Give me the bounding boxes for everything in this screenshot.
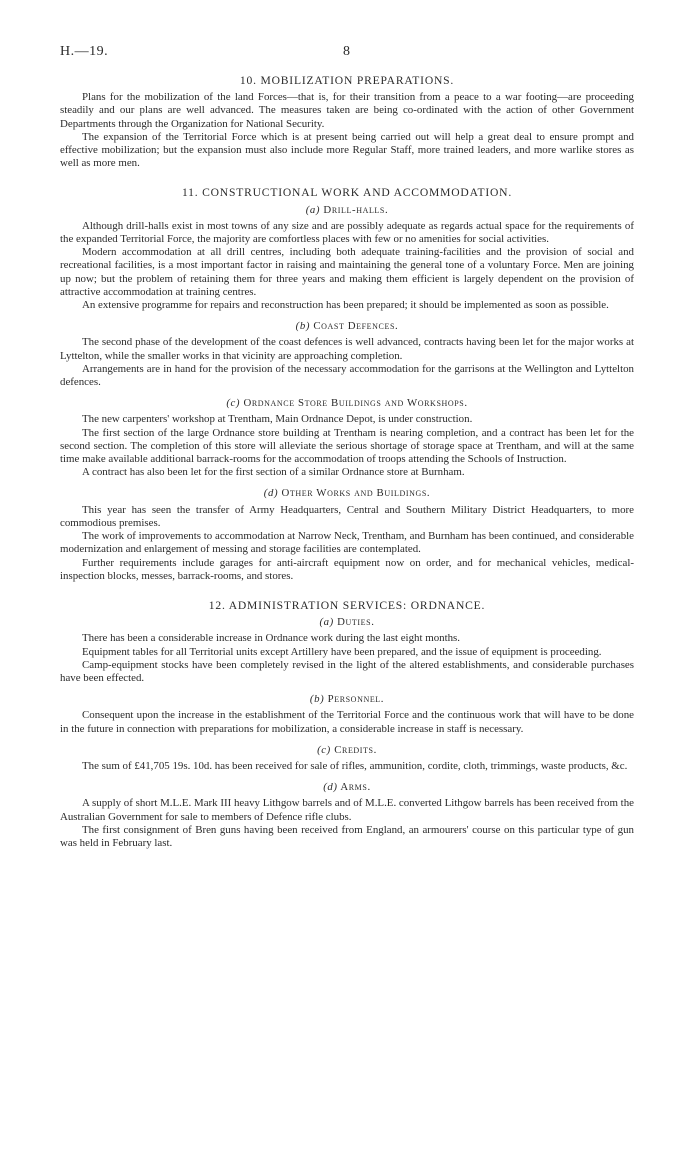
paragraph: There has been a considerable increase in Ordnance work during the last eight months. xyxy=(82,632,461,645)
page-number: 8 xyxy=(343,44,351,59)
subsection-spacer xyxy=(60,773,634,781)
subsection-title: Credits. xyxy=(334,743,377,756)
subsection-heading xyxy=(60,616,634,629)
subsection-label: (c) xyxy=(317,743,331,756)
subsection-spacer xyxy=(60,312,634,320)
subsection-spacer xyxy=(60,736,634,744)
document-body xyxy=(60,74,634,850)
section-heading: 10. MOBILIZATION PREPARATIONS. xyxy=(239,74,455,87)
paragraph: The work of improvements to accommodation at Narrow Neck, Trentham, and Burnham has been continued, and considerable modernization and enlargement of messing and storage facilities are contemplated. xyxy=(60,530,634,556)
paragraph: Camp-equipment stocks have been completely revised in the light of the altered establishments, and considerable purchases have been effected. xyxy=(60,658,634,684)
section-heading: 11. CONSTRUCTIONAL WORK AND ACCOMMODATION. xyxy=(181,186,513,200)
section-heading: 12. ADMINISTRATION SERVICES: ORDNANCE. xyxy=(208,598,486,612)
subsection-title: Personnel. xyxy=(327,693,385,706)
subsection-title: Coast Defences. xyxy=(313,320,399,333)
paragraph: Although drill-halls exist in most towns of any size and are possibly adequate as regards actual space for the requirements of the expanded Territorial Force, the majority are comfortless places with few or no amenities for social activities. xyxy=(60,219,634,246)
section xyxy=(60,74,634,170)
subsection-label: (a) xyxy=(319,616,334,629)
paragraph: A supply of short M.L.E. Mark III heavy Lithgow barrels and of M.L.E. converted Lithgow barrels has been received from the Australian Government for sale to members of Defence rifle clubs. xyxy=(60,797,634,823)
paragraph: The second phase of the development of the coast defences is well advanced, contracts having been let for the major works at Lyttelton, while the smaller works in that vicinity are approaching completion. xyxy=(60,336,634,362)
section-spacer xyxy=(60,583,634,599)
paragraph: The first section of the large Ordnance store building at Trentham is nearing completion, and a contract has been let for the second section. The completion of this store will alleviate the serious shortage of storage space at Trentham, and will at the same time make available additional barrack-rooms for the accommodation of troops attending the Schools of Instruction. xyxy=(60,426,634,466)
subsection-spacer xyxy=(60,479,634,487)
subsection-heading xyxy=(60,781,634,794)
paragraph: Modern accommodation at all drill centres, including both adequate training-facilities and the provision of social and recreational facilities, is a most important factor in raising and maintaining the general tone of a voluntary Force. Men are joining up now; but the problem of retaining them for three years and making them efficient is largely dependent on the provision of attractive accommodation at training centres. xyxy=(60,246,634,298)
paragraph: The first consignment of Bren guns having been received from England, an armourers' course on this particular type of gun was held in February last. xyxy=(60,823,634,849)
section xyxy=(60,186,634,582)
paragraph: An extensive programme for repairs and reconstruction has been prepared; it should be implemented as soon as possible. xyxy=(82,299,609,312)
paragraph: Plans for the mobilization of the land Forces—that is, for their transition from a peace to a war footing—are proceeding steadily and our plans are well advanced. The measures taken are being co-ordinated with the action of other Government Departments through the Organization for National Security. xyxy=(60,91,634,130)
paragraph: Arrangements are in hand for the provision of the necessary accommodation for the garrisons at the Wellington and Lyttelton defences. xyxy=(60,362,634,389)
subsection-heading xyxy=(60,320,634,333)
report-reference: H.—19. xyxy=(60,44,109,59)
subsection-spacer xyxy=(60,389,634,397)
paragraph: Consequent upon the increase in the establishment of the Territorial Force and the continuous work that will have to be done in the future in connection with preparations for mobilization, a considerable increase in staff is necessary. xyxy=(60,709,634,735)
subsection-title: Duties. xyxy=(337,616,375,629)
subsection-label: (d) xyxy=(323,781,338,794)
subsection-label: (a) xyxy=(305,203,321,216)
subsection-heading xyxy=(60,693,634,706)
subsection-heading xyxy=(60,397,634,410)
subsection-label: (d) xyxy=(263,487,279,500)
paragraph: Equipment tables for all Territorial units except Artillery have been prepared, and the issue of equipment is proceeding. xyxy=(82,645,602,658)
section xyxy=(60,599,634,850)
subsection-spacer xyxy=(60,685,634,693)
paragraph: The sum of £41,705 19s. 10d. has been received for sale of rifles, ammunition, cordite, cloth, trimmings, waste products, &c. xyxy=(82,759,628,772)
paragraph: Further requirements include garages for anti-aircraft equipment now on order, and for mechanical vehicles, medical-inspection blocks, messes, barrack-rooms, and stores. xyxy=(60,556,634,582)
subsection-label: (c) xyxy=(226,397,241,410)
paragraph: The expansion of the Territorial Force which is at present being carried out will help a great deal to ensure prompt and effective mobilization; but the expansion must also include more Regular Staff, more trained leaders, and more warlike stores as well as more men. xyxy=(60,130,634,170)
subsection-label: (b) xyxy=(295,320,311,333)
subsection-title: Ordnance Store Buildings and Workshops. xyxy=(243,397,468,410)
subsection-heading xyxy=(60,744,634,757)
paragraph: The new carpenters' workshop at Trentham, Main Ordnance Depot, is under construction. xyxy=(82,413,473,426)
subsection-label: (b) xyxy=(309,693,325,706)
section-spacer xyxy=(60,170,634,186)
paragraph: A contract has also been let for the first section of a similar Ordnance store at Burnham. xyxy=(82,466,465,479)
subsection-title: Other Works and Buildings. xyxy=(281,487,431,500)
subsection-title: Arms. xyxy=(340,781,371,794)
subsection-heading xyxy=(60,204,634,217)
subsection-heading xyxy=(60,487,634,500)
subsection-title: Drill-halls. xyxy=(323,203,389,216)
paragraph: This year has seen the transfer of Army Headquarters, Central and Southern Military District Headquarters, to more commodious premises. xyxy=(60,503,634,529)
